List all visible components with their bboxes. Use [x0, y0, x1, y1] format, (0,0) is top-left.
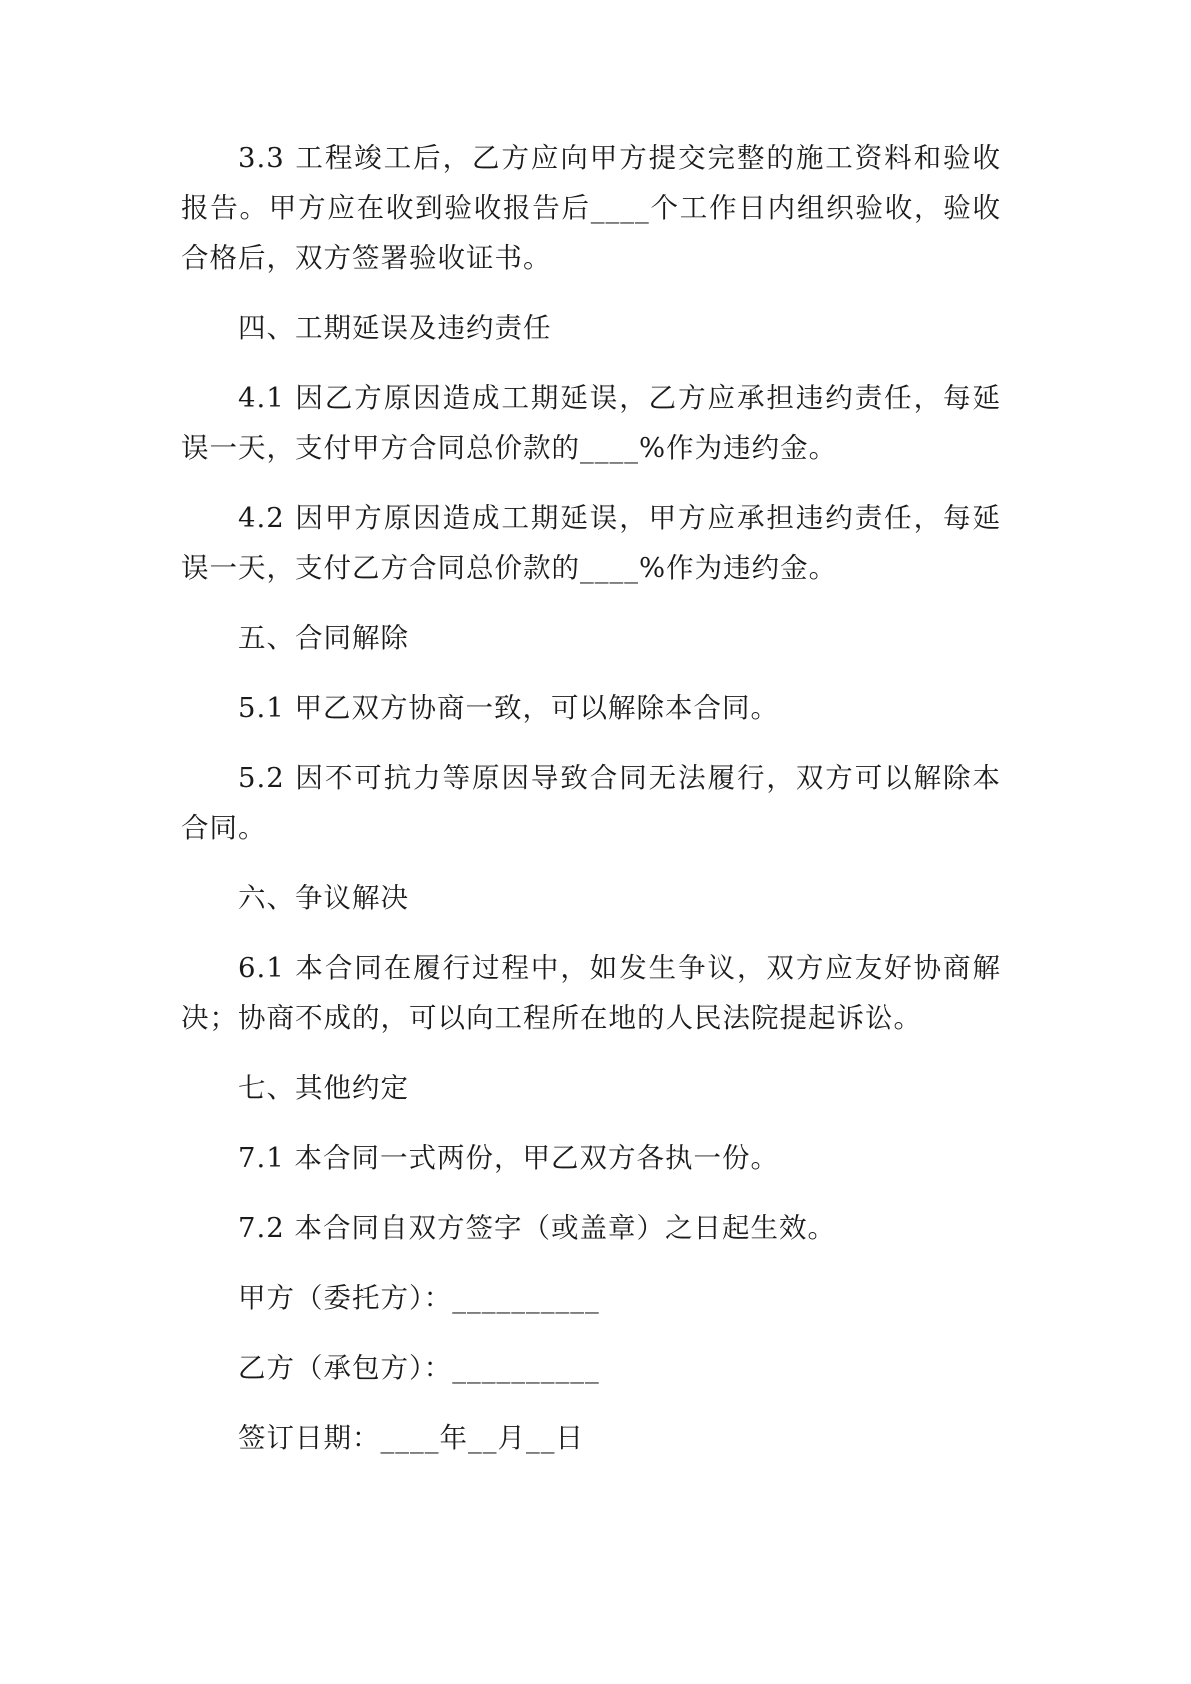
clause-6-1: 6.1 本合同在履行过程中，如发生争议，双方应友好协商解决；协商不成的，可以向工程所在地的人民法院提起诉讼。	[181, 952, 1001, 1034]
signature-party-b: 乙方（承包方）：__________	[238, 1352, 600, 1384]
section-heading-4: 四、工期延误及违约责任	[238, 312, 552, 344]
clause-4-1: 4.1 因乙方原因造成工期延误，乙方应承担违约责任，每延误一天，支付甲方合同总价款的____%作为违约金。	[181, 382, 1001, 464]
signature-party-a: 甲方（委托方）：__________	[238, 1282, 600, 1314]
clause-3-3: 3.3 工程竣工后，乙方应向甲方提交完整的施工资料和验收报告。甲方应在收到验收报告后____个工作日内组织验收，验收合格后，双方签署验收证书。	[181, 142, 1001, 274]
clause-7-1: 7.1 本合同一式两份，甲乙双方各执一份。	[238, 1142, 779, 1174]
clause-7-2: 7.2 本合同自双方签字（或盖章）之日起生效。	[238, 1212, 836, 1244]
signing-date: 签订日期：____年__月__日	[238, 1422, 584, 1454]
clause-5-2: 5.2 因不可抗力等原因导致合同无法履行，双方可以解除本合同。	[181, 762, 1001, 844]
clause-4-2: 4.2 因甲方原因造成工期延误，甲方应承担违约责任，每延误一天，支付乙方合同总价款的____%作为违约金。	[181, 502, 1001, 584]
clause-5-1: 5.1 甲乙双方协商一致，可以解除本合同。	[238, 692, 779, 724]
section-heading-5: 五、合同解除	[238, 622, 409, 654]
section-heading-6: 六、争议解决	[238, 882, 409, 914]
document-body	[181, 133, 1001, 1483]
section-heading-7: 七、其他约定	[238, 1072, 409, 1104]
